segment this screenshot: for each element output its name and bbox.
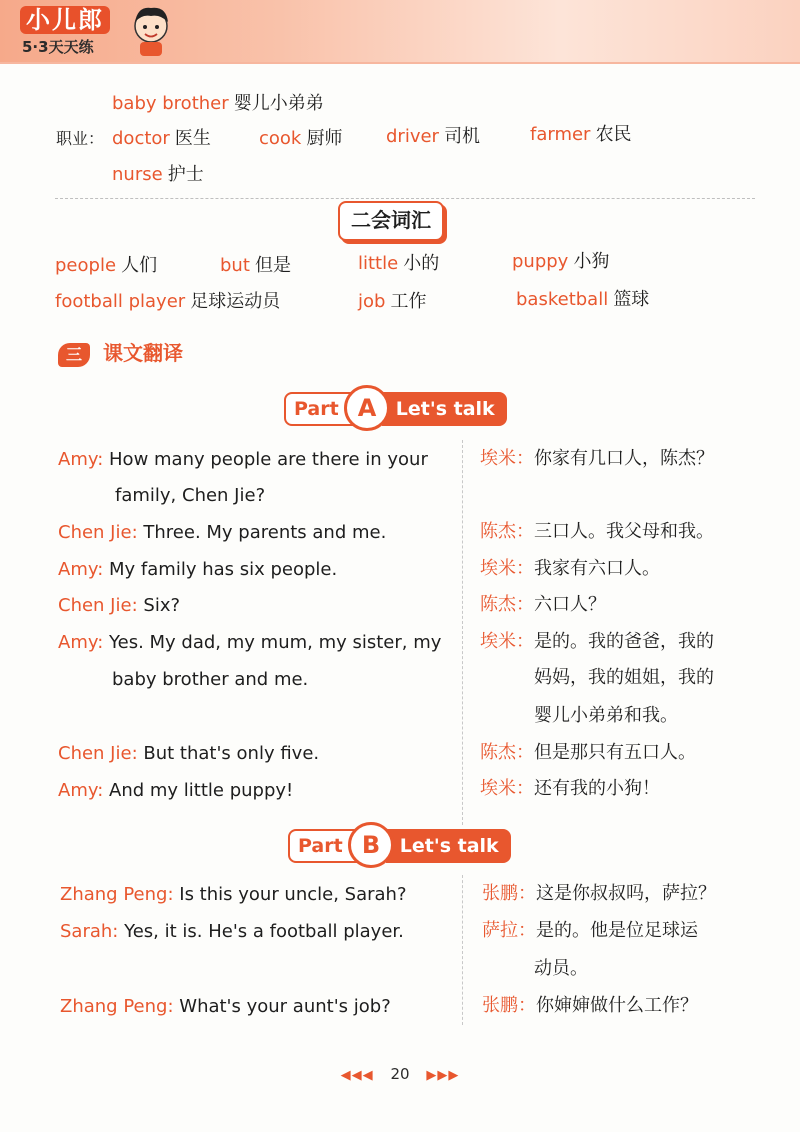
vocab-job-item — [259, 127, 342, 151]
vocab-en: but — [220, 255, 250, 276]
line-text: Three. My parents and me. — [143, 522, 387, 543]
vocab-job-item — [112, 127, 211, 151]
vocab-zh: 小狗 — [573, 251, 610, 272]
line-text-zh: 我家有六口人。 — [534, 558, 660, 579]
line-text-zh-continued: 妈妈，我的姐姐，我的 — [534, 667, 714, 688]
speaker-name-zh: 陈杰 — [480, 521, 516, 542]
vocab-item — [55, 254, 157, 278]
vocab-job-item — [530, 123, 632, 147]
dialogue-line-en — [60, 883, 407, 907]
speaker-name-zh: 埃米 — [480, 448, 516, 469]
jobs-label: 职业： — [56, 129, 105, 148]
speaker-name-zh: 陈杰 — [480, 594, 516, 615]
vocab-job-item — [112, 163, 204, 187]
line-text: Is this your uncle, Sarah? — [179, 884, 407, 905]
vocab-job-item — [386, 125, 480, 149]
line-text-zh: 你婶婶做什么工作？ — [536, 995, 698, 1016]
vocab-en: little — [358, 253, 399, 274]
line-text: How many people are there in your — [109, 449, 428, 470]
vocab-en: driver — [386, 126, 439, 147]
part-a-badge — [284, 391, 507, 425]
line-text-zh: 你家有几口人，陈杰？ — [534, 448, 714, 469]
column-divider — [462, 875, 463, 1025]
vocab-en: nurse — [112, 164, 163, 185]
part-b-badge — [288, 828, 511, 862]
speaker-name: Amy — [58, 632, 98, 653]
speaker-name: Chen Jie — [58, 743, 132, 764]
speaker-name-zh: 陈杰 — [480, 742, 516, 763]
dialogue-line-zh: 埃米：是的。我的爸爸，我的 — [480, 631, 714, 652]
speaker-name: Chen Jie — [58, 522, 132, 543]
speaker-sep: : — [97, 449, 104, 470]
boy-mascot-icon — [128, 4, 174, 58]
speaker-sep: : — [112, 921, 119, 942]
speaker-sep: : — [131, 743, 138, 764]
vocab-family-row — [112, 92, 324, 116]
line-text-zh: 还有我的小狗！ — [534, 778, 660, 799]
speaker-name: Chen Jie — [58, 595, 132, 616]
line-text: What's your aunt's job? — [179, 996, 391, 1017]
speaker-sep: : — [97, 632, 104, 653]
vocab-zh: 但是 — [255, 255, 291, 276]
vocab-item — [516, 288, 649, 312]
vocab-item — [55, 290, 280, 314]
vocab-en: basketball — [516, 289, 609, 310]
vocab-zh: 工作 — [390, 291, 427, 312]
speaker-name: Amy — [58, 780, 98, 801]
line-text: Six? — [143, 595, 181, 616]
vocab-zh: 农民 — [595, 124, 632, 145]
line-text: And my little puppy! — [109, 780, 294, 801]
vocab-item — [220, 254, 291, 278]
dialogue-line-en — [58, 779, 293, 803]
line-text: Yes. My dad, my mum, my sister, my — [109, 632, 442, 653]
vocab-item — [358, 290, 427, 314]
speaker-name: Sarah — [60, 921, 113, 942]
vocab-item — [512, 250, 609, 274]
speaker-name-zh: 张鹏 — [482, 995, 518, 1016]
speaker-name: Amy — [58, 449, 98, 470]
line-text-zh: 但是那只有五口人。 — [534, 742, 696, 763]
dialogue-line-zh: 张鹏：你婶婶做什么工作？ — [482, 995, 698, 1016]
page-number: 20 — [390, 1065, 410, 1083]
vocab-en: baby brother — [112, 93, 229, 114]
line-text-zh: 这是你叔叔吗，萨拉？ — [536, 883, 716, 904]
line-text: But that's only five. — [143, 743, 320, 764]
part-title: Let's talk — [382, 392, 507, 426]
line-text: My family has six people. — [109, 559, 338, 580]
next-arrows-icon: ▶▶▶ — [426, 1068, 460, 1083]
dialogue-line-zh: 陈杰：三口人。我父母和我。 — [480, 521, 714, 542]
line-text-zh-continued: 动员。 — [534, 958, 588, 979]
vocab-zh: 厨师 — [306, 128, 343, 149]
line-text-zh: 是的。他是位足球运 — [536, 920, 698, 941]
line-text-zh: 是的。我的爸爸，我的 — [534, 631, 714, 652]
vocab-zh: 足球运动员 — [190, 291, 281, 312]
vocab-en: doctor — [112, 128, 170, 149]
vocab-zh: 人们 — [121, 255, 158, 276]
speaker-name-zh: 埃米 — [480, 558, 516, 579]
line-text-zh: 三口人。我父母和我。 — [534, 521, 714, 542]
dialogue-line-zh: 埃米：我家有六口人。 — [480, 558, 660, 579]
dialogue-line-zh: 张鹏：这是你叔叔吗，萨拉？ — [482, 883, 716, 904]
vocab-en: people — [55, 255, 117, 276]
vocab-zh: 医生 — [174, 128, 211, 149]
secondary-vocab-title: 二会词汇 — [338, 201, 444, 241]
dialogue-line-en — [58, 594, 180, 618]
prev-arrows-icon: ◀◀◀ — [340, 1068, 374, 1083]
speaker-name-zh: 张鹏 — [482, 883, 518, 904]
dialogue-line-zh: 陈杰：六口人？ — [480, 594, 606, 615]
speaker-name: Zhang Peng — [60, 996, 168, 1017]
dialogue-line-en — [58, 631, 441, 655]
section-title-text: 课文翻译 — [102, 341, 183, 365]
speaker-name-zh: 萨拉 — [482, 920, 518, 941]
vocab-en: cook — [259, 128, 302, 149]
dialogue-line-zh: 陈杰：但是那只有五口人。 — [480, 742, 696, 763]
dialogue-line-en — [58, 742, 319, 766]
series-name: 5·3天天练 — [22, 38, 94, 56]
vocab-en: farmer — [530, 124, 591, 145]
section-number: 三 — [58, 343, 90, 367]
line-text: Yes, it is. He's a football player. — [124, 921, 404, 942]
column-divider — [462, 440, 463, 825]
header-band — [0, 0, 800, 64]
speaker-name: Amy — [58, 559, 98, 580]
speaker-sep: : — [131, 595, 138, 616]
part-letter: A — [344, 385, 390, 431]
dialogue-line-zh: 萨拉：是的。他是位足球运 — [482, 920, 698, 941]
vocab-en: puppy — [512, 251, 569, 272]
vocab-zh: 护士 — [167, 164, 204, 185]
vocab-zh: 司机 — [444, 126, 481, 147]
vocab-zh: 婴儿小弟弟 — [233, 93, 324, 114]
section-title — [58, 338, 183, 368]
line-text-continued: baby brother and me. — [112, 669, 309, 690]
speaker-sep: : — [167, 996, 174, 1017]
part-letter: B — [348, 822, 394, 868]
vocab-item — [358, 252, 439, 276]
vocab-zh: 篮球 — [613, 289, 650, 310]
brand-logo: 小儿郎 — [20, 6, 110, 34]
page-footer — [0, 1065, 800, 1083]
line-text-zh-continued: 婴儿小弟弟和我。 — [534, 705, 678, 726]
dialogue-line-zh: 埃米：还有我的小狗！ — [480, 778, 660, 799]
speaker-sep: : — [97, 559, 104, 580]
part-label: Part — [284, 392, 379, 426]
speaker-name-zh: 埃米 — [480, 631, 516, 652]
dialogue-line-en — [60, 995, 391, 1019]
speaker-sep: : — [167, 884, 174, 905]
vocab-en: job — [358, 291, 386, 312]
part-label: Part — [288, 829, 383, 863]
vocab-en: football player — [55, 291, 186, 312]
dialogue-line-en — [60, 920, 404, 944]
line-text-continued: family, Chen Jie? — [115, 485, 266, 506]
speaker-sep: : — [131, 522, 138, 543]
line-text-zh: 六口人？ — [534, 594, 606, 615]
speaker-name: Zhang Peng — [60, 884, 168, 905]
part-title: Let's talk — [386, 829, 511, 863]
dialogue-line-en — [58, 558, 337, 582]
vocab-zh: 小的 — [403, 253, 440, 274]
speaker-name-zh: 埃米 — [480, 778, 516, 799]
dialogue-line-zh: 埃米：你家有几口人，陈杰？ — [480, 448, 714, 469]
speaker-sep: : — [97, 780, 104, 801]
dialogue-line-en — [58, 521, 386, 545]
dialogue-line-en — [58, 448, 428, 472]
